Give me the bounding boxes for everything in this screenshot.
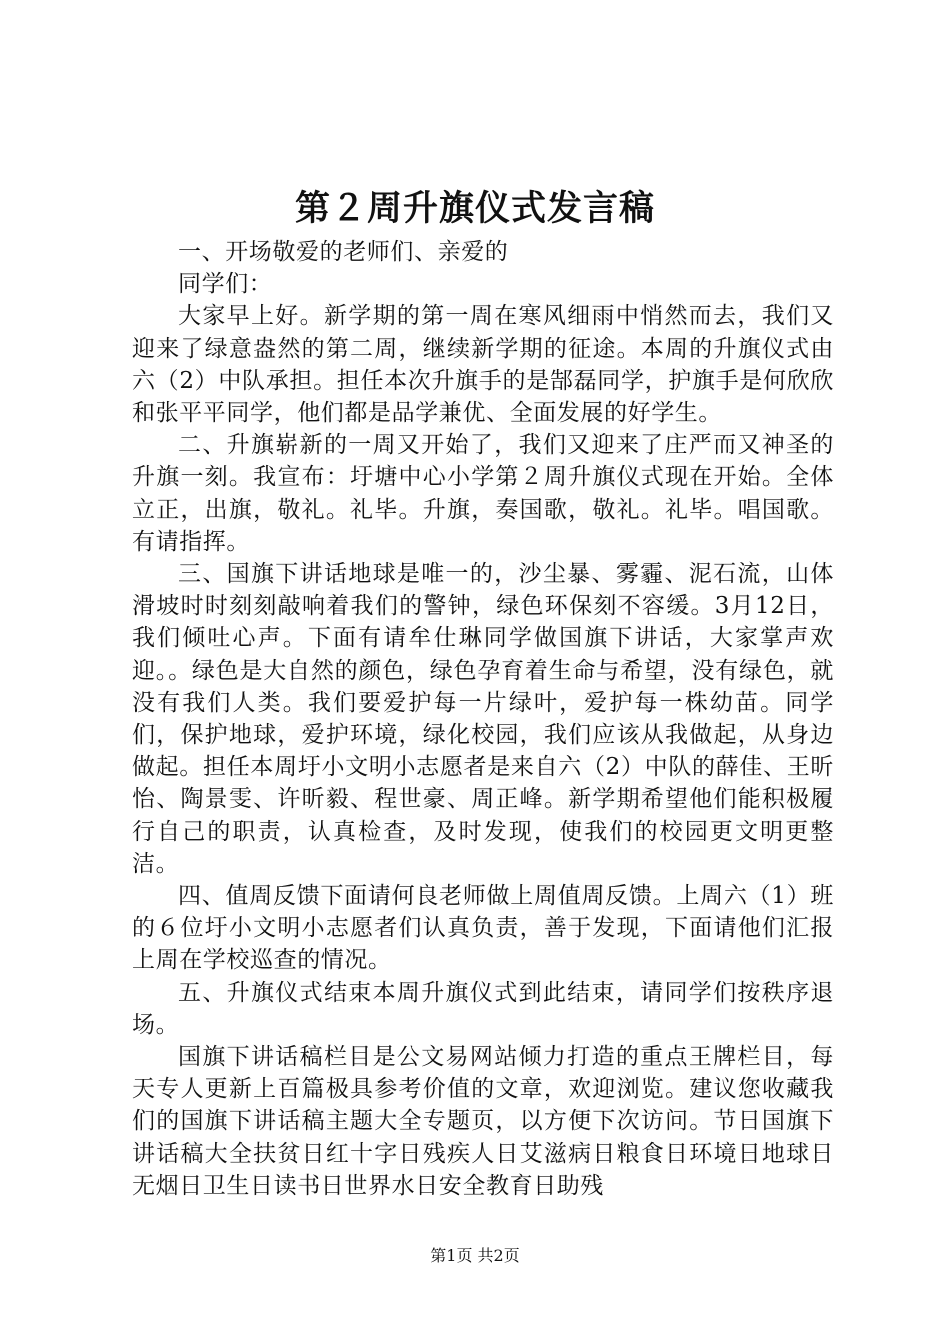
paragraph-feedback: 四、值周反馈下面请何良老师做上周值周反馈。上周六（1）班的６位圩小文明小志愿者们认真负责，善于发现，下面请他们汇报上周在学校巡查的情况。	[132, 883, 834, 974]
paragraph-greeting: 大家早上好。新学期的第一周在寒风细雨中悄然而去，我们又迎来了绿意盎然的第二周，继续新学期的征途。本周的升旗仪式由六（2）中队承担。担任本次升旗手的是郜磊同学，护旗手是何欣欣和张平平同学，他们都是品学兼优、全面发展的好学生。	[132, 303, 834, 427]
paragraph-flag-raising: 二、升旗崭新的一周又开始了，我们又迎来了庄严而又神圣的升旗一刻。我宣布：圩塘中心小学第２周升旗仪式现在开始。全体立正，出旗，敬礼。礼毕。升旗，奏国歌，敬礼。礼毕。唱国歌。有请指挥。	[132, 432, 834, 555]
page-number: 第1页 共2页	[430, 1246, 520, 1265]
page-title: 第２周升旗仪式发言稿	[294, 188, 655, 229]
paragraph-salutation: 同学们：	[178, 271, 273, 298]
paragraph-speech: 三、国旗下讲话地球是唯一的，沙尘暴、雾霾、泥石流，山体滑坡时时刻刻敲响着我们的警钟，绿色环保刻不容缓。3月12日，我们倾吐心声。下面有请牟仕琳同学做国旗下讲话，大家掌声欢迎。。绿色是大自然的颜色，绿色孕育着生命与希望，没有绿色，就没有我们人类。我们要爱护每一片绿叶，爱护每一株幼苗。同学们，保护地球，爱护环境，绿化校园，我们应该从我做起，从身边做起。担任本周圩小文明小志愿者是来自六（2）中队的薛佳、王昕怡、陶景雯、许昕毅、程世豪、周正峰。新学期希望他们能积极履行自己的职责，认真检查，及时发现，使我们的校园更文明更整洁。	[132, 561, 834, 877]
paragraph-closing: 五、升旗仪式结束本周升旗仪式到此结束，请同学们按秩序退场。	[132, 979, 834, 1038]
paragraph-site-note: 国旗下讲话稿栏目是公文易网站倾力打造的重点王牌栏目，每天专人更新上百篇极具参考价值的文章，欢迎浏览。建议您收藏我们的国旗下讲话稿主题大全专题页，以方便下次访问。节日国旗下讲话稿大全扶贫日红十字日残疾人日艾滋病日粮食日环境日地球日无烟日卫生日读书日世界水日安全教育日助残	[132, 1044, 834, 1199]
document-body	[132, 236, 834, 1202]
paragraph-opening: 一、开场敬爱的老师们、亲爱的	[178, 239, 509, 265]
